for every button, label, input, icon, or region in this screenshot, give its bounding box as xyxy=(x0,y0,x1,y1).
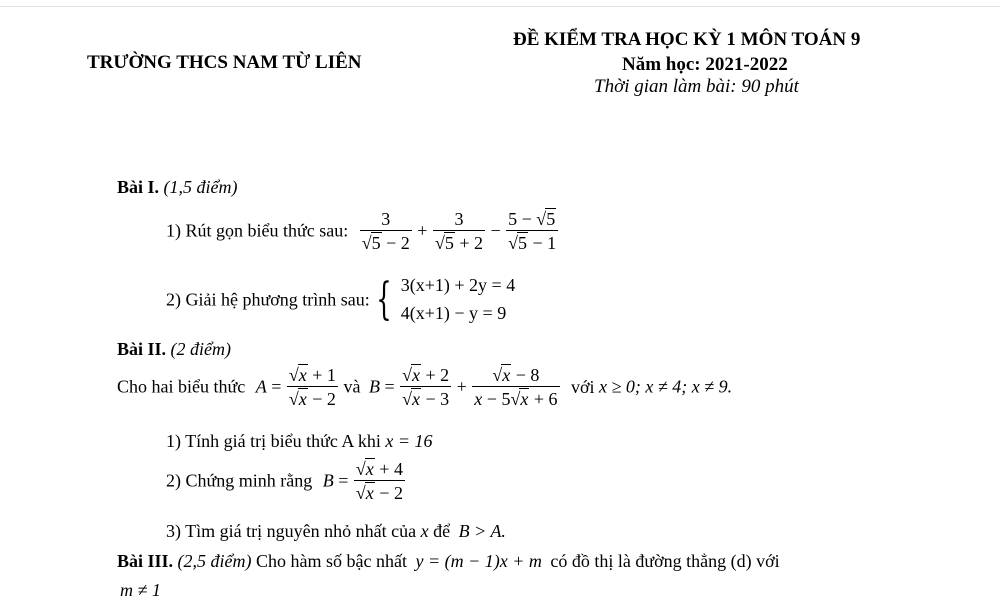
bai1-q2-text: 2) Giải hệ phương trình sau: xyxy=(166,289,370,310)
bai1-question-2 xyxy=(166,272,515,328)
bai1-title: Bài I. xyxy=(117,177,160,197)
bai1-heading xyxy=(117,177,238,198)
expression-A: A = $\frac{√x + 1}{√x - 2}$ xyxy=(255,365,336,409)
expression-B-proof: B = $\frac{√x + 4}{√x - 2}$ xyxy=(322,459,403,503)
bai3-text-a: Cho hàm số bậc nhất xyxy=(256,551,407,571)
bai2-with: với xyxy=(571,376,595,397)
bai3-points: (2,5 điểm) xyxy=(177,551,252,571)
bai3-title: Bài III. xyxy=(117,551,174,571)
equation-system xyxy=(401,272,515,328)
bai2-q2-text: 2) Chứng minh rằng xyxy=(166,470,313,491)
school-year: Năm học: 2021-2022 xyxy=(622,54,788,75)
bai2-title: Bài II. xyxy=(117,339,167,359)
bai1-question-1 xyxy=(166,210,559,252)
bai2-and: và xyxy=(343,376,361,397)
bai2-condition: x ≥ 0; x ≠ 4; x ≠ 9. xyxy=(599,376,733,397)
bai2-q1-value: x = 16 xyxy=(385,431,433,451)
system-brace: { xyxy=(376,273,392,325)
bai2-q3-text-b: để xyxy=(433,521,451,541)
bai2-heading xyxy=(117,339,231,360)
bai2-question-3 xyxy=(166,521,506,542)
bai3-text-b: có đồ thị là đường thẳng (d) với xyxy=(550,551,780,571)
bai3-condition: m ≠ 1 xyxy=(120,580,161,600)
bai2-q1-text: 1) Tính giá trị biểu thức A khi xyxy=(166,431,381,451)
page-top-border xyxy=(0,6,1000,7)
bai2-points: (2 điểm) xyxy=(170,339,232,359)
bai1-points: (1,5 điểm) xyxy=(163,177,238,197)
bai2-question-2 xyxy=(166,460,406,502)
equation-2: 4(x+1) − y = 9 xyxy=(400,302,507,323)
school-name: TRƯỜNG THCS NAM TỪ LIÊN xyxy=(87,52,362,73)
bai2-q3-inequality: B > A. xyxy=(458,521,506,541)
bai2-intro: Cho hai biểu thức xyxy=(117,376,246,397)
expression-B: B = $\frac{√x + 2}{√x - 3}$ + $\frac{√x - 8}{x - 5√x + 6}$ xyxy=(368,365,558,409)
bai3-line xyxy=(117,551,780,572)
bai1-q1-expression: $\frac{3}{√5 - 2}$ + $\frac{3}{√5 + 2}$ − $\frac{5 - √5}{√5 - 1}$ xyxy=(361,209,557,253)
bai2-q3-variable: x xyxy=(420,521,429,541)
bai1-q1-text: 1) Rút gọn biểu thức sau: xyxy=(166,220,349,241)
bai2-intro-line xyxy=(117,366,732,408)
exam-title: ĐỀ KIỂM TRA HỌC KỲ 1 MÔN TOÁN 9 xyxy=(513,29,861,50)
exam-duration: Thời gian làm bài: 90 phút xyxy=(594,76,799,97)
bai2-q3-text-a: 3) Tìm giá trị nguyên nhỏ nhất của xyxy=(166,521,417,541)
bai3-function: y = (m − 1)x + m xyxy=(415,551,542,571)
bai2-question-1 xyxy=(166,431,433,452)
equation-1: 3(x+1) + 2y = 4 xyxy=(400,275,516,295)
